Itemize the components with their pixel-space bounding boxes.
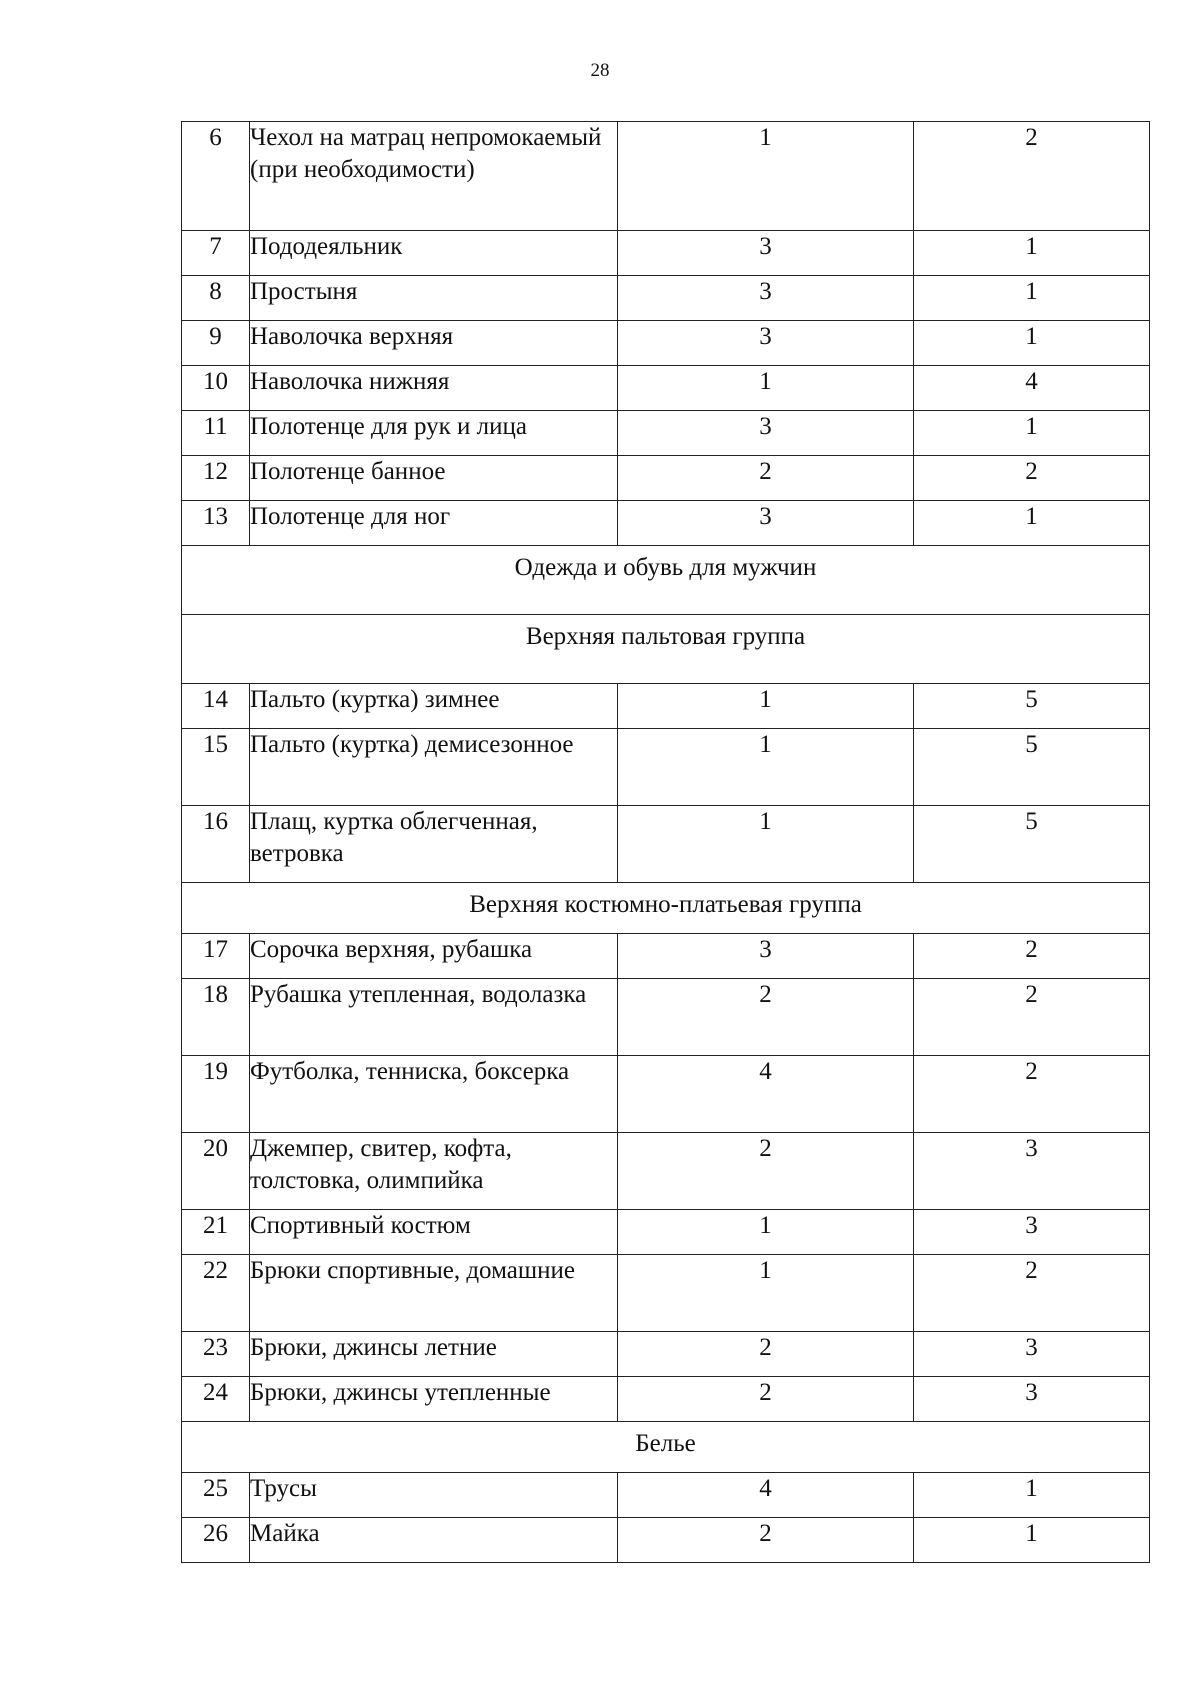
item-name: Полотенце для ног <box>250 501 618 546</box>
table-row <box>182 231 1150 276</box>
item-quantity: 1 <box>618 684 914 729</box>
item-name: Трусы <box>250 1473 618 1518</box>
item-number: 16 <box>182 806 250 883</box>
item-quantity: 3 <box>618 934 914 979</box>
item-name: Полотенце банное <box>250 456 618 501</box>
section-title: Белье <box>182 1422 1150 1473</box>
item-name: Джемпер, свитер, кофта, толстовка, олимпийка <box>250 1133 618 1210</box>
item-quantity: 2 <box>618 1377 914 1422</box>
item-name: Плащ, куртка облегченная, ветровка <box>250 806 618 883</box>
item-number: 20 <box>182 1133 250 1210</box>
item-number: 7 <box>182 231 250 276</box>
item-number: 13 <box>182 501 250 546</box>
item-number: 17 <box>182 934 250 979</box>
table-row <box>182 1473 1150 1518</box>
item-number: 6 <box>182 122 250 231</box>
item-quantity: 1 <box>618 729 914 806</box>
section-header-row <box>182 883 1150 934</box>
item-quantity: 1 <box>618 1210 914 1255</box>
item-number: 24 <box>182 1377 250 1422</box>
item-number: 23 <box>182 1332 250 1377</box>
item-term: 5 <box>914 684 1150 729</box>
table-row <box>182 1133 1150 1210</box>
item-quantity: 3 <box>618 501 914 546</box>
item-quantity: 2 <box>618 1332 914 1377</box>
item-number: 14 <box>182 684 250 729</box>
table-row <box>182 1518 1150 1563</box>
item-name: Пальто (куртка) демисезонное <box>250 729 618 806</box>
item-quantity: 3 <box>618 276 914 321</box>
item-term: 2 <box>914 979 1150 1056</box>
table-row <box>182 122 1150 231</box>
item-number: 8 <box>182 276 250 321</box>
table-row <box>182 1056 1150 1133</box>
section-header-row <box>182 615 1150 684</box>
item-number: 11 <box>182 411 250 456</box>
table-row <box>182 456 1150 501</box>
item-name: Пальто (куртка) зимнее <box>250 684 618 729</box>
item-term: 1 <box>914 1518 1150 1563</box>
item-quantity: 3 <box>618 321 914 366</box>
item-quantity: 2 <box>618 979 914 1056</box>
item-quantity: 2 <box>618 1133 914 1210</box>
item-term: 1 <box>914 276 1150 321</box>
item-quantity: 1 <box>618 1255 914 1332</box>
item-quantity: 2 <box>618 1518 914 1563</box>
item-quantity: 2 <box>618 456 914 501</box>
table-row <box>182 411 1150 456</box>
item-term: 5 <box>914 729 1150 806</box>
item-term: 2 <box>914 456 1150 501</box>
item-number: 26 <box>182 1518 250 1563</box>
page-number: 28 <box>590 60 610 81</box>
item-term: 5 <box>914 806 1150 883</box>
item-term: 1 <box>914 321 1150 366</box>
item-name: Брюки, джинсы утепленные <box>250 1377 618 1422</box>
item-quantity: 1 <box>618 366 914 411</box>
item-number: 18 <box>182 979 250 1056</box>
item-name: Рубашка утепленная, водолазка <box>250 979 618 1056</box>
item-quantity: 3 <box>618 231 914 276</box>
item-term: 4 <box>914 366 1150 411</box>
table-row <box>182 806 1150 883</box>
item-name: Сорочка верхняя, рубашка <box>250 934 618 979</box>
section-title: Верхняя костюмно-платьевая группа <box>182 883 1150 934</box>
item-quantity: 4 <box>618 1056 914 1133</box>
item-term: 2 <box>914 1255 1150 1332</box>
item-term: 1 <box>914 411 1150 456</box>
norms-table <box>181 121 1150 1563</box>
section-header-row <box>182 1422 1150 1473</box>
item-name: Брюки, джинсы летние <box>250 1332 618 1377</box>
table-row <box>182 979 1150 1056</box>
item-name: Майка <box>250 1518 618 1563</box>
table-row <box>182 1255 1150 1332</box>
item-name: Пододеяльник <box>250 231 618 276</box>
item-name: Брюки спортивные, домашние <box>250 1255 618 1332</box>
section-title: Одежда и обувь для мужчин <box>182 546 1150 615</box>
item-term: 1 <box>914 231 1150 276</box>
item-term: 2 <box>914 934 1150 979</box>
item-number: 12 <box>182 456 250 501</box>
section-title: Верхняя пальтовая группа <box>182 615 1150 684</box>
section-header-row <box>182 546 1150 615</box>
item-term: 3 <box>914 1210 1150 1255</box>
item-name: Футболка, тенниска, боксерка <box>250 1056 618 1133</box>
item-name: Простыня <box>250 276 618 321</box>
item-term: 2 <box>914 1056 1150 1133</box>
item-number: 15 <box>182 729 250 806</box>
item-number: 25 <box>182 1473 250 1518</box>
item-term: 3 <box>914 1332 1150 1377</box>
item-term: 2 <box>914 122 1150 231</box>
item-quantity: 4 <box>618 1473 914 1518</box>
table-row <box>182 321 1150 366</box>
item-name: Спортивный костюм <box>250 1210 618 1255</box>
table-row <box>182 501 1150 546</box>
item-name: Полотенце для рук и лица <box>250 411 618 456</box>
table-row <box>182 1377 1150 1422</box>
item-quantity: 1 <box>618 122 914 231</box>
table-row <box>182 1332 1150 1377</box>
item-number: 10 <box>182 366 250 411</box>
item-name: Наволочка верхняя <box>250 321 618 366</box>
item-number: 19 <box>182 1056 250 1133</box>
item-number: 9 <box>182 321 250 366</box>
item-term: 1 <box>914 1473 1150 1518</box>
item-name: Наволочка нижняя <box>250 366 618 411</box>
item-quantity: 3 <box>618 411 914 456</box>
table-row <box>182 276 1150 321</box>
item-number: 21 <box>182 1210 250 1255</box>
item-term: 3 <box>914 1133 1150 1210</box>
item-number: 22 <box>182 1255 250 1332</box>
table-body <box>182 122 1150 1563</box>
table-row <box>182 729 1150 806</box>
table-row <box>182 1210 1150 1255</box>
item-term: 3 <box>914 1377 1150 1422</box>
item-term: 1 <box>914 501 1150 546</box>
item-quantity: 1 <box>618 806 914 883</box>
table-row <box>182 684 1150 729</box>
item-name: Чехол на матрац непромокаемый (при необходимости) <box>250 122 618 231</box>
table-row <box>182 934 1150 979</box>
table-row <box>182 366 1150 411</box>
